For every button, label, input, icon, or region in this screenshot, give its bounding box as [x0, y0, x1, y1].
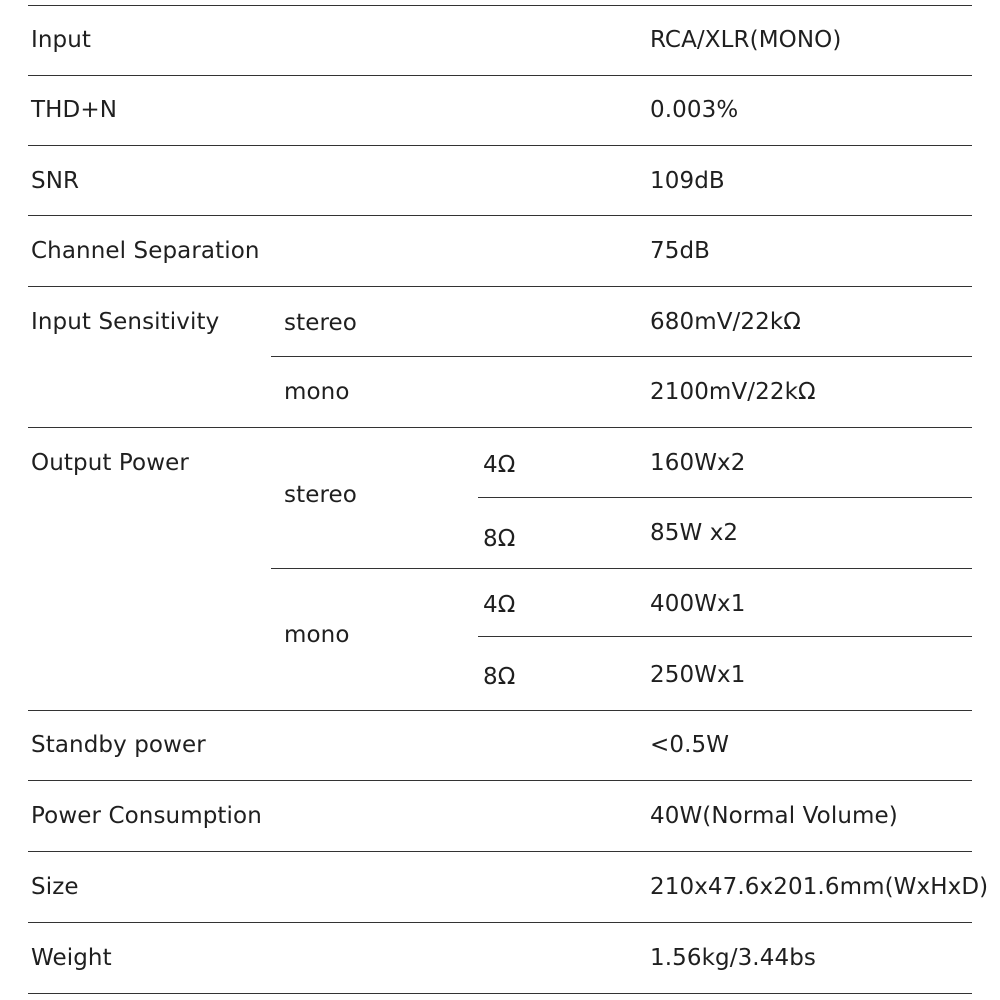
spec-value-snr: 109dB: [650, 168, 725, 194]
row-divider: [478, 636, 972, 637]
row-divider: [28, 922, 972, 923]
spec-value-weight: 1.56kg/3.44bs: [650, 945, 816, 971]
input-sensitivity-mono-label: mono: [284, 379, 350, 405]
output-power-mono-4ohm-value: 400Wx1: [650, 591, 746, 617]
spec-label-output-power: Output Power: [31, 450, 189, 476]
row-divider: [28, 710, 972, 711]
row-divider: [28, 286, 972, 287]
spec-value-thd: 0.003%: [650, 97, 739, 123]
row-divider: [271, 568, 972, 569]
input-sensitivity-stereo-value: 680mV/22kΩ: [650, 309, 801, 335]
spec-label-input-sensitivity: Input Sensitivity: [31, 309, 220, 335]
spec-label-thd: THD+N: [31, 97, 118, 123]
spec-label-size: Size: [31, 874, 79, 900]
spec-value-size: 210x47.6x201.6mm(WxHxD): [650, 874, 989, 900]
row-divider: [28, 780, 972, 781]
output-power-stereo-8ohm-load: 8Ω: [483, 526, 516, 552]
output-power-stereo-4ohm-load: 4Ω: [483, 452, 516, 478]
row-divider: [28, 215, 972, 216]
input-sensitivity-mono-value: 2100mV/22kΩ: [650, 379, 816, 405]
output-power-stereo-8ohm-value: 85W x2: [650, 520, 739, 546]
row-divider: [271, 356, 972, 357]
spec-value-channel-separation: 75dB: [650, 238, 711, 264]
spec-value-power-consumption: 40W(Normal Volume): [650, 803, 898, 829]
row-divider: [28, 427, 972, 428]
output-power-stereo-label: stereo: [284, 482, 357, 508]
row-divider: [28, 75, 972, 76]
output-power-mono-8ohm-load: 8Ω: [483, 664, 516, 690]
output-power-stereo-4ohm-value: 160Wx2: [650, 450, 746, 476]
spec-label-channel-separation: Channel Separation: [31, 238, 260, 264]
row-divider: [28, 993, 972, 994]
spec-value-standby-power: <0.5W: [650, 732, 730, 758]
row-divider: [28, 145, 972, 146]
output-power-mono-4ohm-load: 4Ω: [483, 592, 516, 618]
spec-value-input: RCA/XLR(MONO): [650, 27, 842, 53]
output-power-mono-label: mono: [284, 622, 350, 648]
row-divider: [478, 497, 972, 498]
spec-label-standby-power: Standby power: [31, 732, 206, 758]
row-divider: [28, 5, 972, 6]
spec-label-snr: SNR: [31, 168, 80, 194]
output-power-mono-8ohm-value: 250Wx1: [650, 662, 746, 688]
spec-label-input: Input: [31, 27, 92, 53]
input-sensitivity-stereo-label: stereo: [284, 310, 357, 336]
spec-label-weight: Weight: [31, 945, 112, 971]
row-divider: [28, 851, 972, 852]
spec-label-power-consumption: Power Consumption: [31, 803, 262, 829]
